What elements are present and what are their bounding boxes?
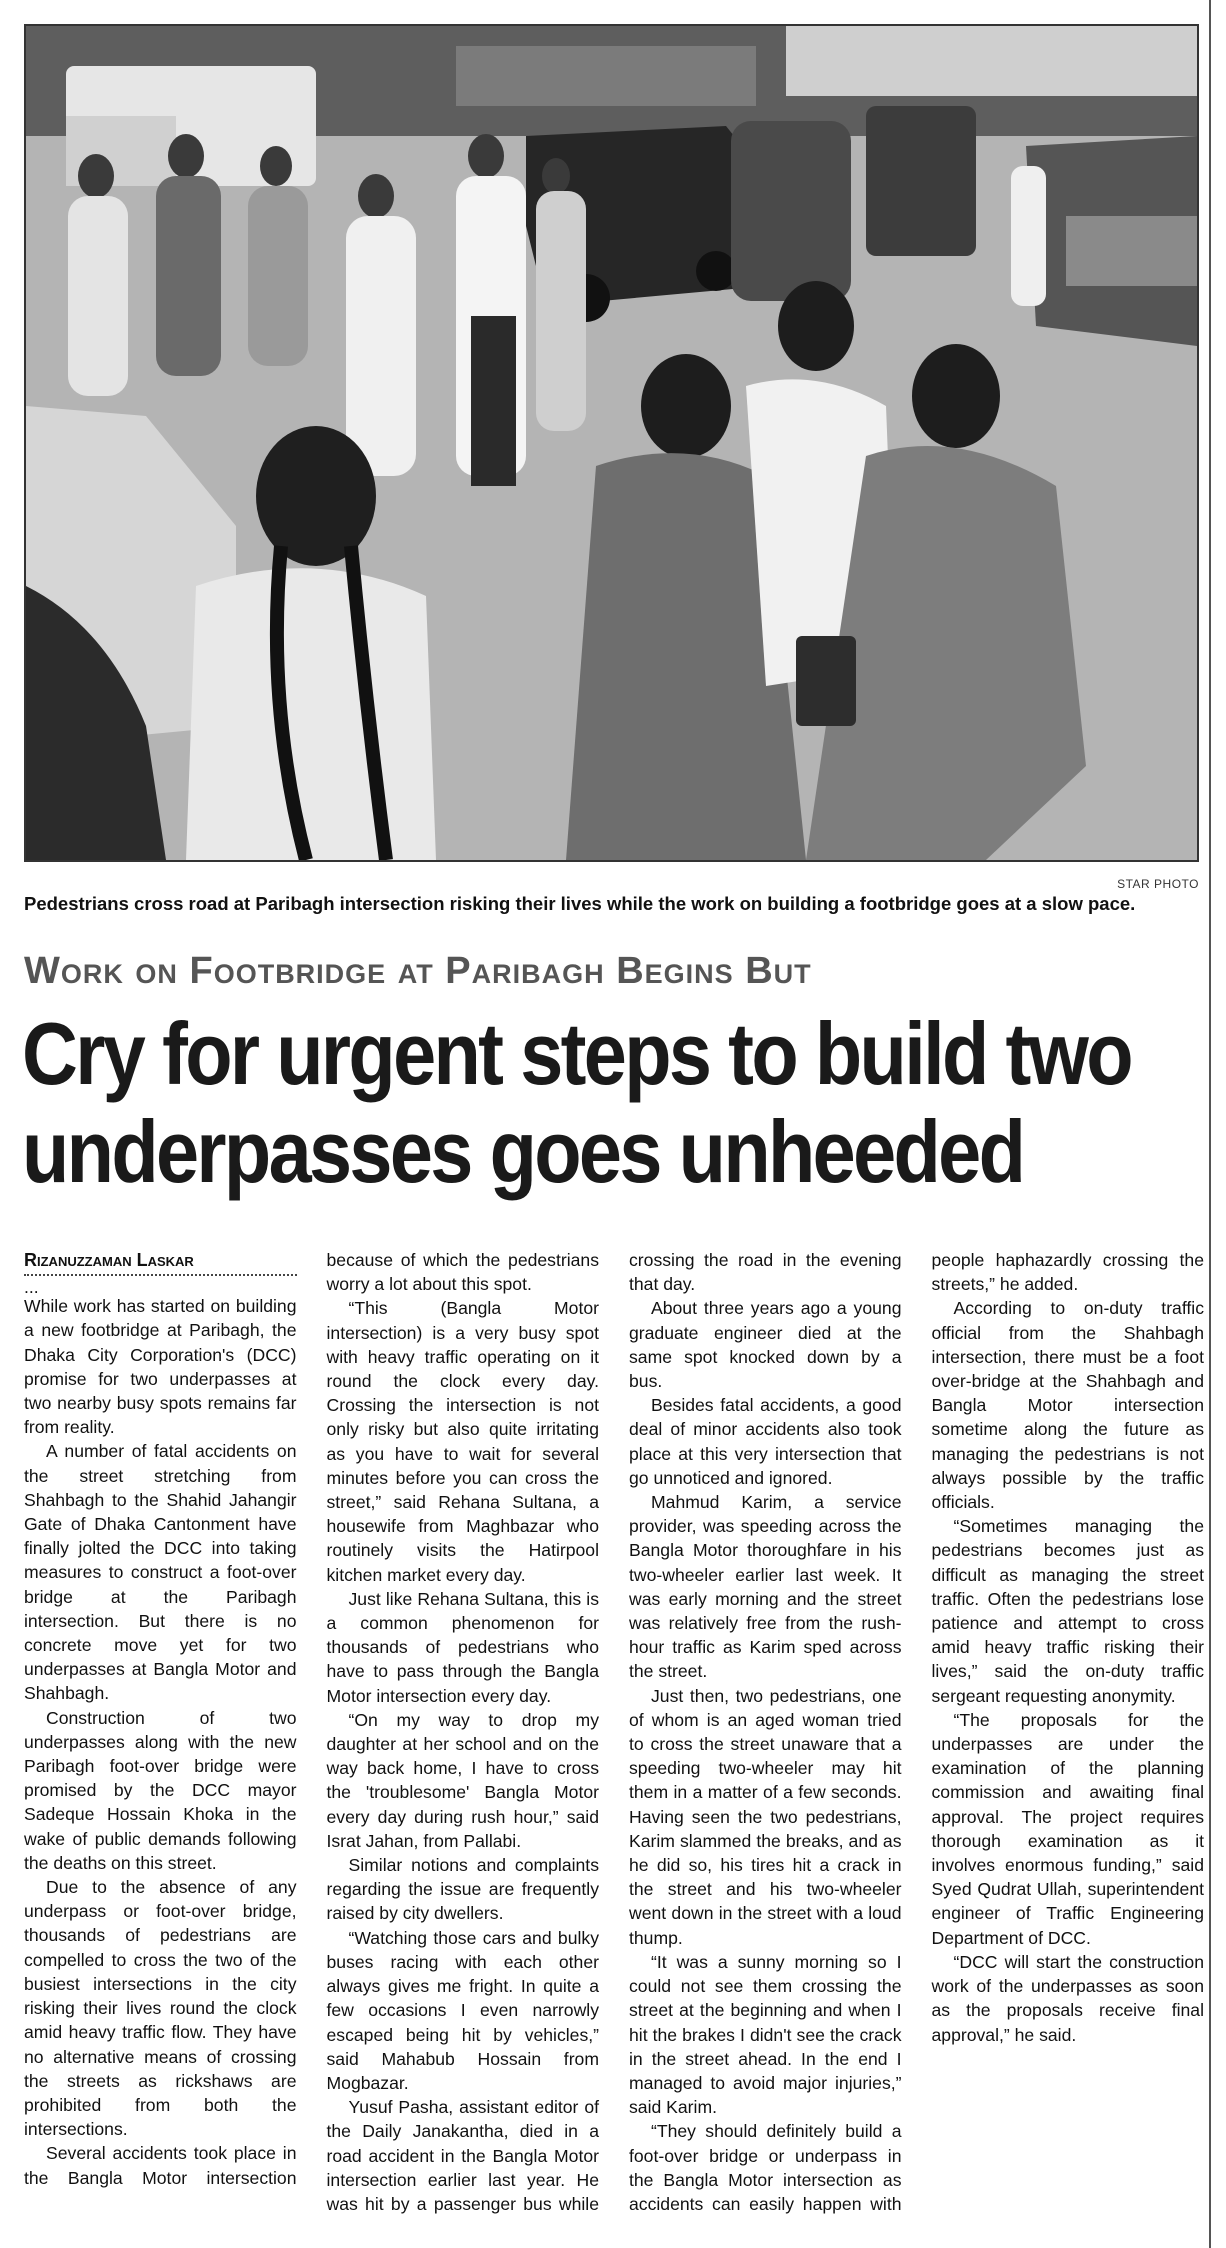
paragraph: “This (Bangla Motor intersection) is a very busy spot with heavy traffic operating on it round the clock every day. Crossing the intersection is not only risky but also quite irritating as you have to wait for several minutes before you can cross the street,” said Rehana Sultana, a housewife from Maghbazar who routinely visits the Hatirpool kitchen market every day. [326, 1298, 599, 1585]
paragraph: Mahmud Karim, a service provider, was speeding across the Bangla Motor thoroughfare in his two-wheeler earlier last week. It was early morning and the street was relatively free from the rush-hour traffic as Karim sped across the street. [629, 1492, 902, 1682]
paragraph: “They should definitely build a foot-over bridge or underpass in the Bangla Motor intersection as accidents can easily happen with people haphazardly crossing the streets,” he added. [629, 1250, 1204, 2214]
article-body [24, 1248, 1204, 2238]
paragraph: According to on-duty traffic official from the Shahbagh intersection, there must be a foot over-bridge at the Shahbagh and Bangla Motor intersection sometime along the future as managing the pedestrians is not always possible by the traffic officials. [931, 1298, 1204, 1513]
paragraph: Just then, two pedestrians, one of whom is an aged woman tried to cross the street unaware that a speeding two-wheeler may hit them in a matter of a few seconds. Having seen the two pedestrians, Karim slammed the breaks, and as he did so, his tires hit a crack in the street and his two-wheeler went down in the street with a loud thump. [629, 1685, 902, 1948]
paragraph: “The proposals for the underpasses are under the examination of the planning commission and awaiting final approval. The project requires thorough examination as it involves enormous funding,” said Syed Qudrat Ullah, superintendent engineer of Traffic Engineering Department of DCC. [931, 1709, 1204, 1948]
main-headline [22, 1004, 1131, 1201]
paragraph: “On my way to drop my daughter at her school and on the way back home, I have to cross the 'troublesome' Bangla Motor every day during rush hour,” said Israt Jahan, from Pallabi. [326, 1709, 599, 1851]
photo-caption: Pedestrians cross road at Paribagh intersection risking their lives while the work on building a footbridge goes at a slow pace. [24, 893, 1136, 914]
page-edge-rule [1209, 0, 1211, 2248]
photo-illustration [26, 26, 1197, 860]
paragraph: “It was a sunny morning so I could not see them crossing the street at the beginning and when I hit the brakes I didn't see the crack in the street ahead. In the end I managed to avoid major injuries,” said Karim. [629, 1951, 902, 2118]
kicker-headline: Work on Footbridge at Paribagh Begins But [24, 950, 812, 992]
paragraph: While work has started on building a new footbridge at Paribagh, the Dhaka City Corporation's (DCC) promise for two underpasses at two nearby busy spots remains far from reality. [24, 1296, 297, 1438]
photo-credit: STAR PHOTO [1117, 877, 1199, 891]
paragraph: “DCC will start the construction work of the underpasses as soon as the proposals receive final approval,” he said. [931, 1951, 1204, 2045]
paragraph: “Sometimes managing the pedestrians becomes just as difficult as managing the street traffic. Often the pedestrians lose patience and attempt to cross amid heavy traffic risking their lives,” said the on-duty traffic sergeant requesting anonymity. [931, 1516, 1204, 1706]
paragraph: Due to the absence of any underpass or foot-over bridge, thousands of pedestrians are compelled to cross the two of the busiest intersections in the city risking their lives round the clock amid heavy traffic flow. They have no alternative means of crossing the streets as rickshaws are prohibited from both the intersections. [24, 1877, 297, 2140]
paragraph: Several accidents took place in the Bangla Motor intersection because of which the pedestrians worry a lot about this spot. [24, 1250, 599, 2188]
paragraph: Just like Rehana Sultana, this is a common phenomenon for thousands of pedestrians who have to pass through the Bangla Motor intersection every day. [326, 1588, 599, 1706]
headline-line-1: Cry for urgent steps to build two [22, 1004, 1131, 1103]
paragraph: A number of fatal accidents on the street stretching from Shahbagh to the Shahid Jahangir Gate of Dhaka Cantonment have finally jolted the DCC into taking measures to construct a foot-over bridge at the Paribagh intersection. But there is no concrete move yet for two underpasses at Bangla Motor and Shahbagh. [24, 1441, 297, 1704]
paragraph: Construction of two underpasses along with the new Paribagh foot-over bridge were promised by the DCC mayor Sadeque Hossain Khoka in the wake of public demands following the deaths on this street. [24, 1707, 297, 1873]
paragraph: Similar notions and complaints regarding the issue are frequently raised by city dwellers. [326, 1855, 599, 1924]
paragraph: “Watching those cars and bulky buses racing with each other always gives me fright. In quite a few occasions I even narrowly escaped being hit by vehicles,” said Mahabub Hossain from Mogbazar. [326, 1927, 599, 2093]
paragraph: Besides fatal accidents, a good deal of minor accidents also took place at this very intersection that go unnoticed and ignored. [629, 1395, 902, 1488]
paragraph: About three years ago a young graduate engineer died at the same spot knocked down by a bus. [629, 1298, 902, 1392]
byline-rule [24, 1274, 297, 1276]
headline-line-2: underpasses goes unheeded [22, 1102, 1024, 1201]
byline: Rizanuzzaman Laskar [24, 1250, 194, 1270]
news-photo [24, 24, 1199, 862]
byline-dots: ... [24, 1277, 39, 1298]
paragraph: Yusuf Pasha, assistant editor of the Daily Janakantha, died in a road accident in the Bangla Motor intersection earlier last year. He was hit by a passenger bus while crossing the road in the evening that day. [326, 1250, 902, 2214]
